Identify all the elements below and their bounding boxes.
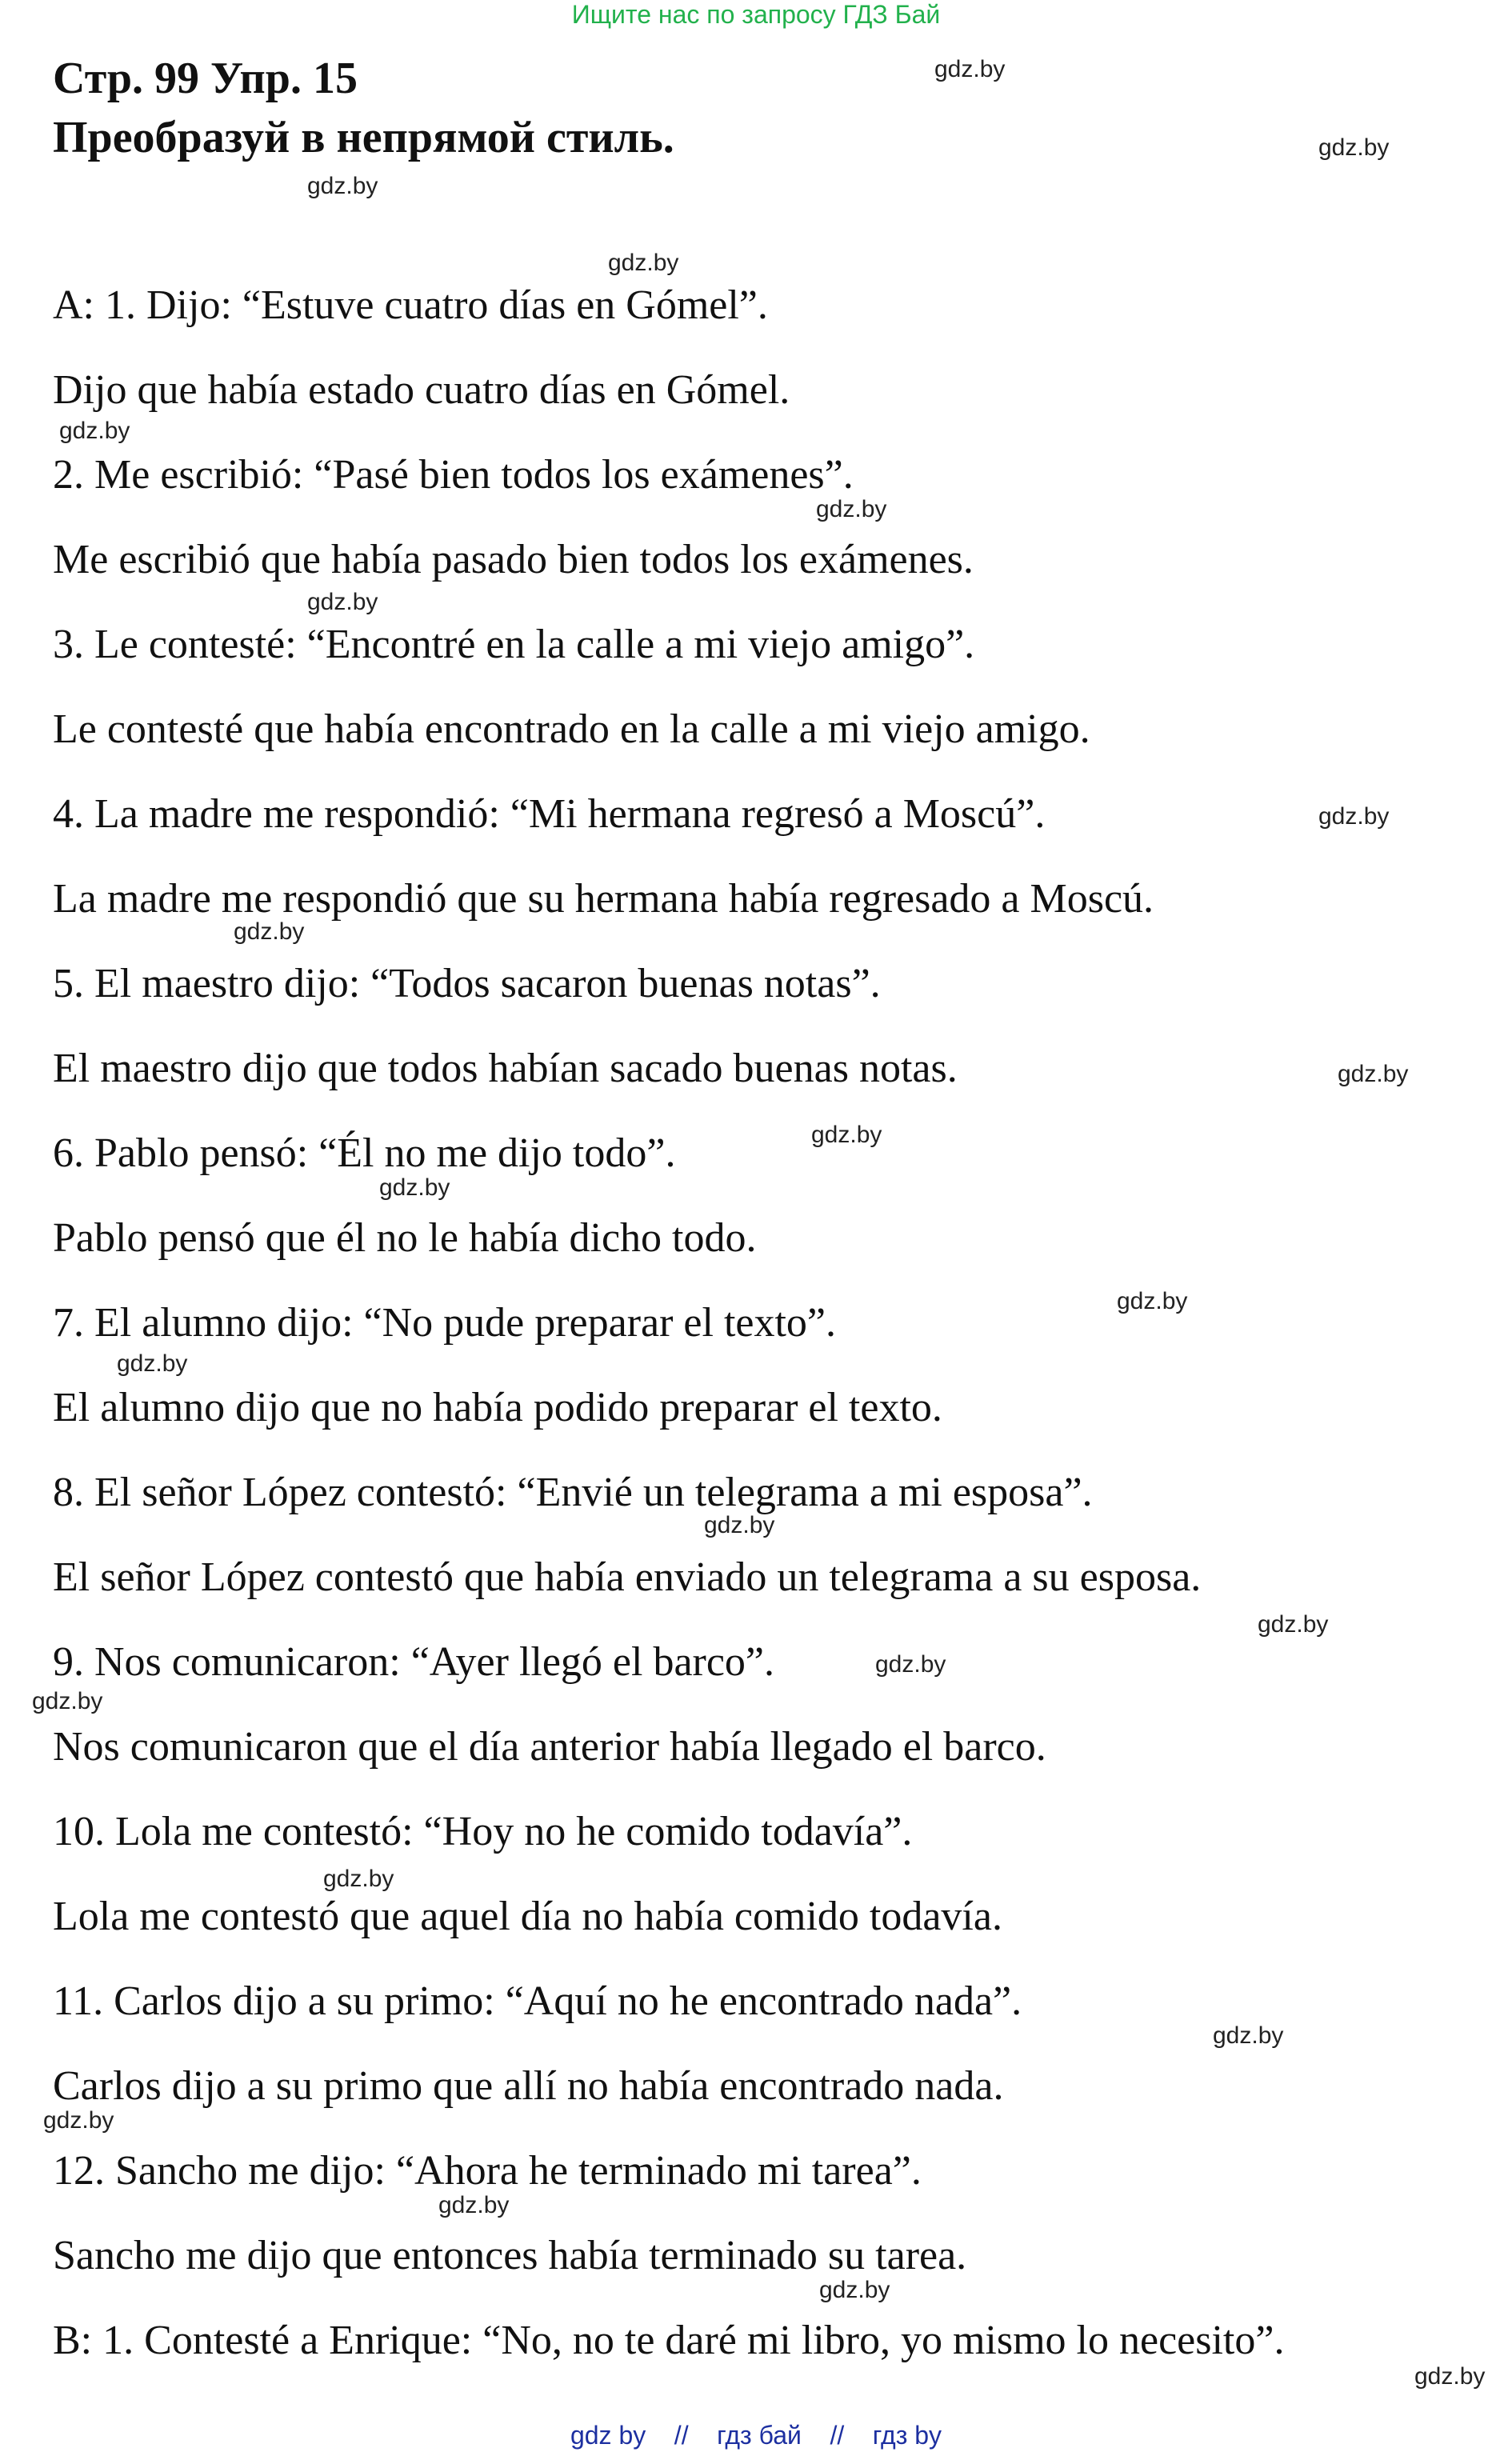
- footer-link-gdz-by[interactable]: gdz by: [570, 2421, 646, 2450]
- watermark: gdz.by: [1318, 803, 1390, 830]
- exercise-line: A: 1. Dijo: “Estuve cuatro días en Gómel”.: [53, 282, 768, 328]
- exercise-line: Lola me contestó que aquel día no había comido todavía.: [53, 1894, 1002, 1939]
- footer-link-gdz-bai[interactable]: гдз бай: [717, 2421, 802, 2450]
- exercise-line: B: 1. Contesté a Enrique: “No, no te daré mi libro, yo mismo lo necesito”.: [53, 2318, 1285, 2363]
- watermark: gdz.by: [934, 56, 1006, 82]
- watermark: gdz.by: [323, 1866, 394, 1892]
- watermark: gdz.by: [117, 1350, 188, 1377]
- watermark: gdz.by: [816, 496, 887, 522]
- exercise-line: 4. La madre me respondió: “Mi hermana regresó a Moscú”.: [53, 791, 1046, 837]
- exercise-line: El señor López contestó que había enviado un telegrama a su esposa.: [53, 1554, 1202, 1600]
- footer-separator: [695, 2421, 710, 2450]
- watermark: gdz.by: [704, 1512, 775, 1538]
- watermark: gdz.by: [811, 1122, 882, 1148]
- exercise-line: 8. El señor López contestó: “Envié un telegrama a mi esposa”.: [53, 1470, 1093, 1515]
- exercise-line: Pablo pensó que él no le había dicho todo.: [53, 1215, 757, 1261]
- exercise-line: El alumno dijo que no había podido preparar el texto.: [53, 1385, 942, 1430]
- top-banner[interactable]: Ищите нас по запросу ГДЗ Бай: [571, 0, 941, 29]
- exercise-line: 6. Pablo pensó: “Él no me dijo todo”.: [53, 1130, 676, 1176]
- watermark: gdz.by: [1117, 1288, 1188, 1314]
- exercise-line: 9. Nos comunicaron: “Ayer llegó el barco”.: [53, 1639, 775, 1685]
- watermark: gdz.by: [1338, 1061, 1409, 1087]
- exercise-line: Sancho me dijo que entonces había terminado su tarea.: [53, 2233, 967, 2278]
- watermark: gdz.by: [819, 2277, 890, 2303]
- page-title: Стр. 99 Упр. 15: [53, 54, 358, 103]
- watermark: gdz.by: [32, 1688, 103, 1714]
- exercise-instruction: Преобразуй в непрямой стиль.: [53, 113, 674, 162]
- exercise-line: Nos comunicaron que el día anterior había llegado el barco.: [53, 1724, 1046, 1770]
- exercise-line: Carlos dijo a su primo que allí no había encontrado nada.: [53, 2063, 1004, 2109]
- exercise-line: El maestro dijo que todos habían sacado buenas notas.: [53, 1046, 958, 1091]
- watermark: gdz.by: [234, 918, 305, 945]
- exercise-line: 11. Carlos dijo a su primo: “Aquí no he encontrado nada”.: [53, 1978, 1022, 2024]
- watermark: gdz.by: [1258, 1611, 1329, 1638]
- watermark: gdz.by: [307, 589, 378, 615]
- exercise-line: 10. Lola me contestó: “Hoy no he comido todavía”.: [53, 1809, 913, 1854]
- watermark: gdz.by: [875, 1651, 946, 1678]
- exercise-line: 12. Sancho me dijo: “Ahora he terminado mi tarea”.: [53, 2148, 922, 2194]
- footer-separator: [851, 2421, 866, 2450]
- footer-link-gdz-by-ru[interactable]: гдз by: [872, 2421, 942, 2450]
- watermark: gdz.by: [1414, 2363, 1486, 2390]
- exercise-line: 5. El maestro dijo: “Todos sacaron buenas notas”.: [53, 961, 881, 1006]
- exercise-line: Dijo que había estado cuatro días en Gómel.: [53, 367, 790, 413]
- watermark: gdz.by: [438, 2192, 510, 2218]
- watermark: gdz.by: [1318, 134, 1390, 161]
- footer-links: [0, 2421, 1512, 2450]
- watermark: gdz.by: [608, 250, 679, 276]
- watermark: gdz.by: [379, 1174, 450, 1201]
- watermark: gdz.by: [43, 2107, 114, 2134]
- footer-separator: [809, 2421, 823, 2450]
- exercise-line: 7. El alumno dijo: “No pude preparar el texto”.: [53, 1300, 837, 1346]
- footer-separator: //: [674, 2421, 689, 2450]
- footer-separator: //: [830, 2421, 845, 2450]
- footer-separator: [653, 2421, 667, 2450]
- exercise-line: Me escribió que había pasado bien todos los exámenes.: [53, 537, 974, 582]
- watermark: gdz.by: [59, 418, 130, 444]
- exercise-line: 3. Le contesté: “Encontré en la calle a mi viejo amigo”.: [53, 622, 975, 667]
- watermark: gdz.by: [307, 173, 378, 199]
- exercise-line: La madre me respondió que su hermana había regresado a Moscú.: [53, 876, 1154, 922]
- exercise-line: 2. Me escribió: “Pasé bien todos los exámenes”.: [53, 452, 854, 498]
- watermark: gdz.by: [1213, 2022, 1284, 2049]
- exercise-line: Le contesté que había encontrado en la calle a mi viejo amigo.: [53, 706, 1090, 752]
